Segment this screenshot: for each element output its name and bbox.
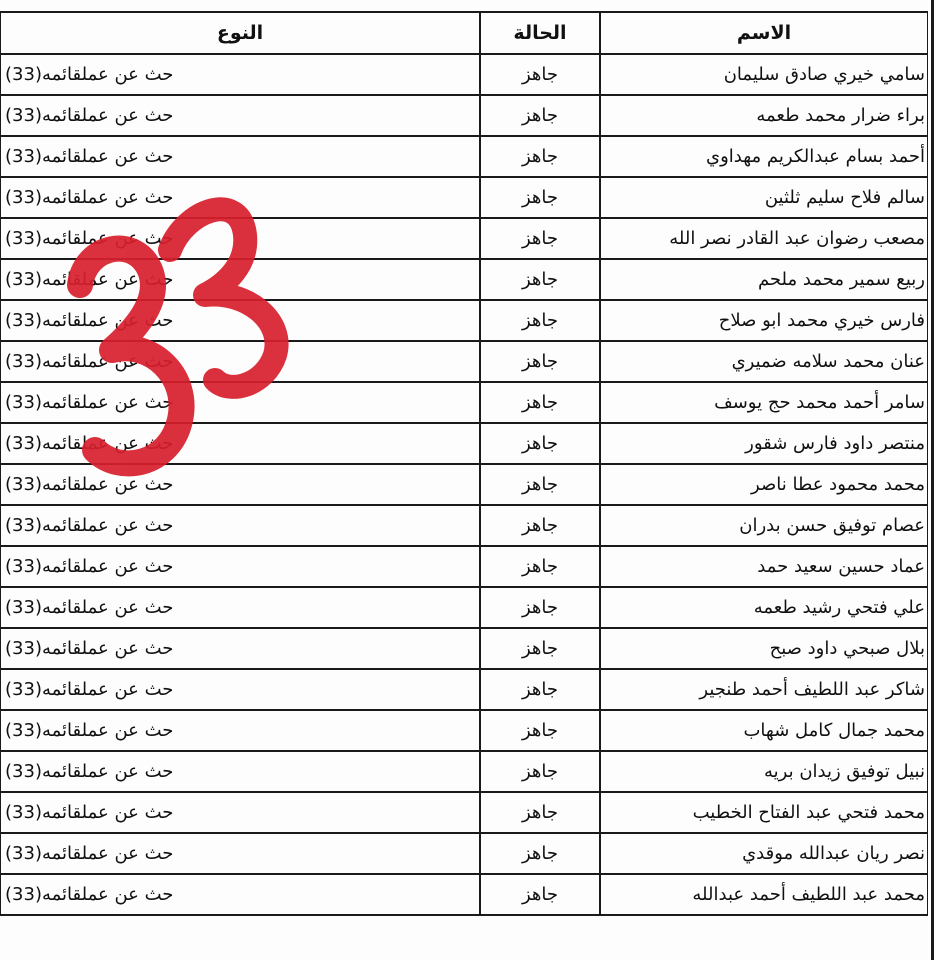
row-name-cell: عنان محمد سلامه ضميري xyxy=(600,341,928,382)
row-name-cell: محمد فتحي عبد الفتاح الخطيب xyxy=(600,792,928,833)
row-type-cell xyxy=(0,464,480,505)
row-status-cell: جاهز xyxy=(480,54,600,95)
row-type-cell xyxy=(0,505,480,546)
row-status-cell: جاهز xyxy=(480,833,600,874)
row-list-text: قائمه(33) xyxy=(5,310,82,331)
table-row xyxy=(0,136,928,177)
row-type-wrap xyxy=(5,834,173,873)
row-type-cell xyxy=(0,300,480,341)
row-status-cell: جاهز xyxy=(480,505,600,546)
row-type-wrap xyxy=(5,137,173,176)
table-row xyxy=(0,587,928,628)
row-name-cell: سامر أحمد محمد حج يوسف xyxy=(600,382,928,423)
row-name-cell: براء ضرار محمد طعمه xyxy=(600,95,928,136)
row-list-text: قائمه(33) xyxy=(5,597,82,618)
row-status-cell: جاهز xyxy=(480,792,600,833)
table-row xyxy=(0,218,928,259)
row-type-text: حث عن عمل xyxy=(81,269,174,290)
row-type-text: حث عن عمل xyxy=(81,228,174,249)
row-name-cell: عماد حسين سعيد حمد xyxy=(600,546,928,587)
row-type-wrap xyxy=(5,711,173,750)
row-type-cell xyxy=(0,792,480,833)
table-row xyxy=(0,546,928,587)
row-type-wrap xyxy=(5,301,173,340)
row-name-cell: ربيع سمير محمد ملحم xyxy=(600,259,928,300)
row-type-cell xyxy=(0,382,480,423)
page-right-edge xyxy=(928,0,940,960)
names-table xyxy=(0,11,929,916)
row-list-text: قائمه(33) xyxy=(5,433,82,454)
table-row xyxy=(0,259,928,300)
row-type-cell xyxy=(0,546,480,587)
row-type-text: حث عن عمل xyxy=(81,802,174,823)
row-list-text: قائمه(33) xyxy=(5,720,82,741)
row-list-text: قائمه(33) xyxy=(5,105,82,126)
row-type-cell xyxy=(0,833,480,874)
header-row xyxy=(0,12,928,54)
row-list-text: قائمه(33) xyxy=(5,392,82,413)
table-row xyxy=(0,341,928,382)
row-status-cell: جاهز xyxy=(480,546,600,587)
row-type-wrap xyxy=(5,629,173,668)
row-type-cell xyxy=(0,587,480,628)
row-type-cell xyxy=(0,628,480,669)
row-status-cell: جاهز xyxy=(480,341,600,382)
row-type-text: حث عن عمل xyxy=(81,433,174,454)
row-type-text: حث عن عمل xyxy=(81,187,174,208)
row-type-wrap xyxy=(5,547,173,586)
row-status-cell: جاهز xyxy=(480,751,600,792)
row-type-text: حث عن عمل xyxy=(81,515,174,536)
row-name-cell: منتصر داود فارس شقور xyxy=(600,423,928,464)
header-type: النوع xyxy=(0,12,480,54)
row-list-text: قائمه(33) xyxy=(5,802,82,823)
row-type-wrap xyxy=(5,588,173,627)
table-row xyxy=(0,628,928,669)
row-type-text: حث عن عمل xyxy=(81,105,174,126)
row-name-cell: أحمد بسام عبدالكريم مهداوي xyxy=(600,136,928,177)
row-type-text: حث عن عمل xyxy=(81,679,174,700)
row-type-cell xyxy=(0,177,480,218)
row-name-cell: عصام توفيق حسن بدران xyxy=(600,505,928,546)
row-list-text: قائمه(33) xyxy=(5,884,82,905)
row-name-cell: سامي خيري صادق سليمان xyxy=(600,54,928,95)
table-row xyxy=(0,874,928,915)
row-type-text: حث عن عمل xyxy=(81,884,174,905)
row-list-text: قائمه(33) xyxy=(5,843,82,864)
row-type-cell xyxy=(0,259,480,300)
row-list-text: قائمه(33) xyxy=(5,761,82,782)
table-row xyxy=(0,669,928,710)
row-type-text: حث عن عمل xyxy=(81,392,174,413)
row-status-cell: جاهز xyxy=(480,259,600,300)
table-row xyxy=(0,95,928,136)
row-type-cell xyxy=(0,751,480,792)
row-type-text: حث عن عمل xyxy=(81,351,174,372)
row-type-text: حث عن عمل xyxy=(81,761,174,782)
row-list-text: قائمه(33) xyxy=(5,515,82,536)
table-row xyxy=(0,300,928,341)
row-status-cell: جاهز xyxy=(480,300,600,341)
table-row xyxy=(0,382,928,423)
table-row xyxy=(0,833,928,874)
row-list-text: قائمه(33) xyxy=(5,228,82,249)
row-list-text: قائمه(33) xyxy=(5,638,82,659)
row-type-wrap xyxy=(5,260,173,299)
row-list-text: قائمه(33) xyxy=(5,474,82,495)
row-type-text: حث عن عمل xyxy=(81,474,174,495)
row-list-text: قائمه(33) xyxy=(5,351,82,372)
row-status-cell: جاهز xyxy=(480,710,600,751)
row-type-wrap xyxy=(5,178,173,217)
table-row xyxy=(0,464,928,505)
table-body xyxy=(0,54,928,915)
row-status-cell: جاهز xyxy=(480,669,600,710)
row-type-cell xyxy=(0,423,480,464)
row-status-cell: جاهز xyxy=(480,218,600,259)
table-row xyxy=(0,751,928,792)
row-type-cell xyxy=(0,341,480,382)
row-type-text: حث عن عمل xyxy=(81,720,174,741)
row-list-text: قائمه(33) xyxy=(5,64,82,85)
row-status-cell: جاهز xyxy=(480,874,600,915)
table-row xyxy=(0,710,928,751)
row-type-wrap xyxy=(5,55,173,94)
row-type-wrap xyxy=(5,793,173,832)
row-type-cell xyxy=(0,54,480,95)
row-type-wrap xyxy=(5,383,173,422)
row-type-text: حث عن عمل xyxy=(81,638,174,659)
row-name-cell: علي فتحي رشيد طعمه xyxy=(600,587,928,628)
row-list-text: قائمه(33) xyxy=(5,556,82,577)
row-type-cell xyxy=(0,710,480,751)
row-type-text: حث عن عمل xyxy=(81,310,174,331)
table-row xyxy=(0,505,928,546)
row-status-cell: جاهز xyxy=(480,423,600,464)
row-type-wrap xyxy=(5,342,173,381)
row-type-wrap xyxy=(5,219,173,258)
row-type-text: حث عن عمل xyxy=(81,64,174,85)
row-type-wrap xyxy=(5,424,173,463)
row-name-cell: شاكر عبد اللطيف أحمد طنجير xyxy=(600,669,928,710)
row-status-cell: جاهز xyxy=(480,464,600,505)
row-type-wrap xyxy=(5,752,173,791)
row-type-wrap xyxy=(5,465,173,504)
row-name-cell: نبيل توفيق زيدان بريه xyxy=(600,751,928,792)
row-type-text: حث عن عمل xyxy=(81,556,174,577)
row-status-cell: جاهز xyxy=(480,136,600,177)
row-type-wrap xyxy=(5,875,173,914)
row-name-cell: مصعب رضوان عبد القادر نصر الله xyxy=(600,218,928,259)
row-status-cell: جاهز xyxy=(480,382,600,423)
row-type-cell xyxy=(0,669,480,710)
row-name-cell: محمد محمود عطا ناصر xyxy=(600,464,928,505)
row-status-cell: جاهز xyxy=(480,95,600,136)
row-type-cell xyxy=(0,95,480,136)
row-status-cell: جاهز xyxy=(480,177,600,218)
row-type-cell xyxy=(0,874,480,915)
row-name-cell: نصر ريان عبدالله موقدي xyxy=(600,833,928,874)
row-type-text: حث عن عمل xyxy=(81,146,174,167)
row-status-cell: جاهز xyxy=(480,628,600,669)
row-type-text: حث عن عمل xyxy=(81,597,174,618)
row-name-cell: محمد جمال كامل شهاب xyxy=(600,710,928,751)
row-type-cell xyxy=(0,136,480,177)
row-type-text: حث عن عمل xyxy=(81,843,174,864)
table-row xyxy=(0,423,928,464)
row-status-cell: جاهز xyxy=(480,587,600,628)
row-name-cell: بلال صبحي داود صبح xyxy=(600,628,928,669)
row-list-text: قائمه(33) xyxy=(5,146,82,167)
table-row xyxy=(0,792,928,833)
row-name-cell: محمد عبد اللطيف أحمد عبدالله xyxy=(600,874,928,915)
row-name-cell: سالم فلاح سليم ثلثين xyxy=(600,177,928,218)
row-type-wrap xyxy=(5,670,173,709)
row-type-wrap xyxy=(5,506,173,545)
table-row xyxy=(0,177,928,218)
row-type-cell xyxy=(0,218,480,259)
table-right-border xyxy=(931,0,934,960)
header-name: الاسم xyxy=(600,12,928,54)
row-name-cell: فارس خيري محمد ابو صلاح xyxy=(600,300,928,341)
row-list-text: قائمه(33) xyxy=(5,679,82,700)
row-type-wrap xyxy=(5,96,173,135)
row-list-text: قائمه(33) xyxy=(5,187,82,208)
row-list-text: قائمه(33) xyxy=(5,269,82,290)
table-row xyxy=(0,54,928,95)
header-status: الحالة xyxy=(480,12,600,54)
